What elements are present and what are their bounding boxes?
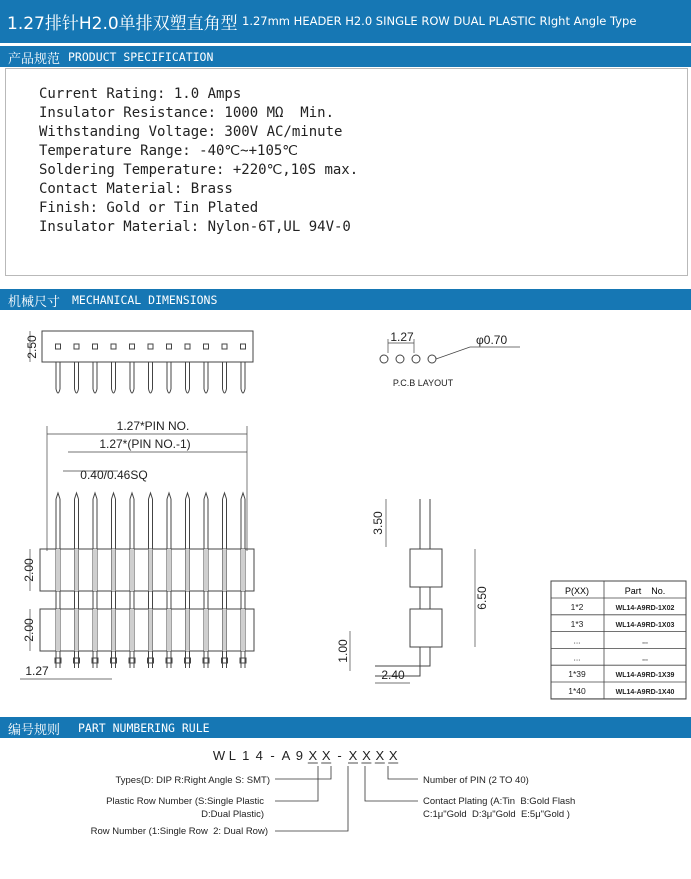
front-pin-shade xyxy=(149,609,153,651)
spec-list xyxy=(39,85,358,237)
front-pin-tip xyxy=(56,493,60,499)
front-pin-tip xyxy=(75,493,79,499)
spec-item: Soldering Temperature: +220℃,10S max. xyxy=(39,162,359,178)
front-pin-shade xyxy=(130,549,134,591)
front-pin-shade xyxy=(167,549,171,591)
pin-square xyxy=(74,344,79,349)
pin-square xyxy=(93,344,98,349)
dim-side-width: 2.40 xyxy=(381,668,405,682)
front-pin-shade xyxy=(56,609,60,651)
dim-pitch-bottom: 1.27 xyxy=(25,664,49,678)
part-title-cn: 编号规则 xyxy=(8,723,61,738)
pin-square xyxy=(185,344,190,349)
part-code-char: L xyxy=(228,748,237,763)
part-code-char: A xyxy=(281,748,291,763)
spec-title-cn: 产品规范 xyxy=(8,52,61,67)
label-plastic-row-2: D:Dual Plastic) xyxy=(201,809,264,820)
spec-item: Insulator Resistance: 1000 MΩ Min. xyxy=(39,105,335,121)
part-code-char: - xyxy=(270,748,275,763)
pin-tip xyxy=(56,389,60,393)
front-pin-shade xyxy=(167,609,171,651)
pin-square xyxy=(241,344,246,349)
spec-section-header xyxy=(0,46,691,67)
table-cell-p: ... xyxy=(573,652,581,663)
pin-square xyxy=(56,344,61,349)
side-body-upper xyxy=(410,549,442,587)
pin-tip xyxy=(223,389,227,393)
pin-tip xyxy=(93,389,97,393)
label-plating-1: Contact Plating (A:Tin B:Gold Flash xyxy=(423,796,576,807)
mech-section-header xyxy=(0,289,691,310)
page-title-en: 1.27mm HEADER H2.0 SINGLE ROW DUAL PLASTIC RIght Angle Type xyxy=(242,14,637,28)
front-pin-tip xyxy=(204,493,208,499)
front-pin-tip xyxy=(241,493,245,499)
mech-title-cn: 机械尺寸 xyxy=(8,295,61,310)
front-pin-tip xyxy=(167,493,171,499)
label-types: Types(D: DIP R:Right Angle S: SMT) xyxy=(115,775,270,786)
pin-tip xyxy=(149,389,153,393)
pin-tip xyxy=(204,389,208,393)
table-header-p: P(XX) xyxy=(564,586,590,596)
spec-item: Contact Material: Brass xyxy=(39,181,233,197)
front-pin-shade xyxy=(186,609,190,651)
pin-tip xyxy=(75,389,79,393)
page-title-cn: 1.27排针H2.0单排双塑直角型 xyxy=(7,14,238,34)
front-body-lower xyxy=(40,609,254,651)
front-body-upper xyxy=(40,549,254,591)
front-pin-shade xyxy=(56,549,60,591)
dim-side-total: 6.50 xyxy=(475,586,489,610)
table-cell-part: WL14-A9RD-1X39 xyxy=(615,672,675,680)
spec-item: Temperature Range: -40℃~+105℃ xyxy=(39,143,299,159)
front-pin-shade xyxy=(241,549,245,591)
front-pin-shade xyxy=(112,609,116,651)
dim-side-low: 1.00 xyxy=(336,639,350,663)
mech-title-en: MECHANICAL DIMENSIONS xyxy=(72,293,218,307)
title-bar xyxy=(0,0,691,43)
table-cell-part: WL14-A9RD-1X02 xyxy=(615,605,675,612)
front-pin-shade xyxy=(204,609,208,651)
table-cell-p: 1*39 xyxy=(568,669,586,680)
pin-square xyxy=(111,344,116,349)
front-pin-shade xyxy=(112,549,116,591)
dim-pcb-layout: P.C.B LAYOUT xyxy=(392,378,454,388)
table-cell-part: ... xyxy=(642,655,648,663)
front-pin-shade xyxy=(241,609,245,651)
front-pin-tip xyxy=(223,493,227,499)
label-plastic-row-1: Plastic Row Number (S:Single Plastic xyxy=(106,796,264,807)
front-pin-tip xyxy=(93,493,97,499)
front-pin-tip xyxy=(186,493,190,499)
part-code-char: X xyxy=(375,748,385,763)
pin-square xyxy=(167,344,172,349)
front-pin-tip xyxy=(149,493,153,499)
front-pin-tip xyxy=(130,493,134,499)
dim-pin-no: 1.27*PIN NO. xyxy=(116,419,190,433)
part-code-char: X xyxy=(362,748,371,763)
pin-tip xyxy=(130,389,134,393)
table-cell-p: 1*40 xyxy=(568,686,586,696)
label-plating-2: C:1μ"Gold D:3μ"Gold E:5μ"Gold ) xyxy=(423,809,570,820)
side-body-lower xyxy=(410,609,442,647)
front-pin-shade xyxy=(149,549,153,591)
pin-square xyxy=(222,344,227,349)
front-pin-shade xyxy=(223,549,227,591)
dim-pitch: 1.27 xyxy=(390,330,414,344)
front-pin-shade xyxy=(223,609,227,651)
mechanical-drawing xyxy=(0,311,691,703)
part-section-header xyxy=(0,717,691,738)
part-code-char: X xyxy=(321,748,331,763)
dim-top-height: 2.50 xyxy=(25,335,39,359)
spec-panel xyxy=(5,68,688,276)
dim-h2: 2.00 xyxy=(22,618,36,642)
part-code-char: X xyxy=(348,748,358,763)
part-code-char: 1 xyxy=(242,748,250,763)
label-row-number: Row Number (1:Single Row 2: Dual Row) xyxy=(90,826,268,837)
part-table xyxy=(551,581,686,699)
table-cell-part: WL14-A9RD-1X40 xyxy=(615,689,675,696)
table-header-part: Part No. xyxy=(624,586,666,596)
front-pin-shade xyxy=(186,549,190,591)
table-cell-p: 1*3 xyxy=(570,618,584,629)
part-title-en: PART NUMBERING RULE xyxy=(78,721,210,735)
spec-item: Finish: Gold or Tin Plated xyxy=(39,200,259,216)
dim-pin-no-minus: 1.27*(PIN NO.-1) xyxy=(99,437,191,451)
front-pin-shade xyxy=(75,609,79,651)
part-code-char: 4 xyxy=(255,748,263,763)
spec-title-en: PRODUCT SPECIFICATION xyxy=(68,50,214,64)
pin-tip xyxy=(186,389,190,393)
spec-item: Insulator Material: Nylon-6T,UL 94V-0 xyxy=(39,219,351,235)
pin-square xyxy=(130,344,135,349)
front-pin-shade xyxy=(130,609,134,651)
pin-tip xyxy=(112,389,116,393)
front-pin-shade xyxy=(204,549,208,591)
front-pin-shade xyxy=(93,549,97,591)
table-cell-part: WL14-A9RD-1X03 xyxy=(615,621,675,629)
part-code-char: - xyxy=(337,748,342,763)
dim-pin-sq: 0.40/0.46SQ xyxy=(80,468,148,482)
spec-item: Current Rating: 1.0 Amps xyxy=(39,86,242,102)
dim-side-top: 3.50 xyxy=(371,511,385,535)
part-code-char: W xyxy=(212,748,226,763)
label-pin-number: Number of PIN (2 TO 40) xyxy=(423,775,529,786)
part-code-char: 9 xyxy=(295,748,304,763)
table-cell-part: ... xyxy=(642,638,648,646)
part-numbering-diagram xyxy=(0,740,691,879)
front-pin-tip xyxy=(112,493,116,499)
front-pin-shade xyxy=(75,549,79,591)
front-pin-shade xyxy=(93,609,97,651)
part-code-char: X xyxy=(388,748,398,763)
dim-hole-dia: φ0.70 xyxy=(476,333,508,347)
pin-tip xyxy=(241,389,245,393)
dim-h1: 2.00 xyxy=(22,558,36,582)
pin-square xyxy=(204,344,209,349)
part-code-char: X xyxy=(308,748,318,763)
pin-square xyxy=(148,344,153,349)
table-cell-p: ... xyxy=(573,635,581,646)
pin-tip xyxy=(167,389,171,393)
spec-item: Withstanding Voltage: 300V AC/minute xyxy=(39,124,343,140)
table-cell-p: 1*2 xyxy=(570,602,584,612)
